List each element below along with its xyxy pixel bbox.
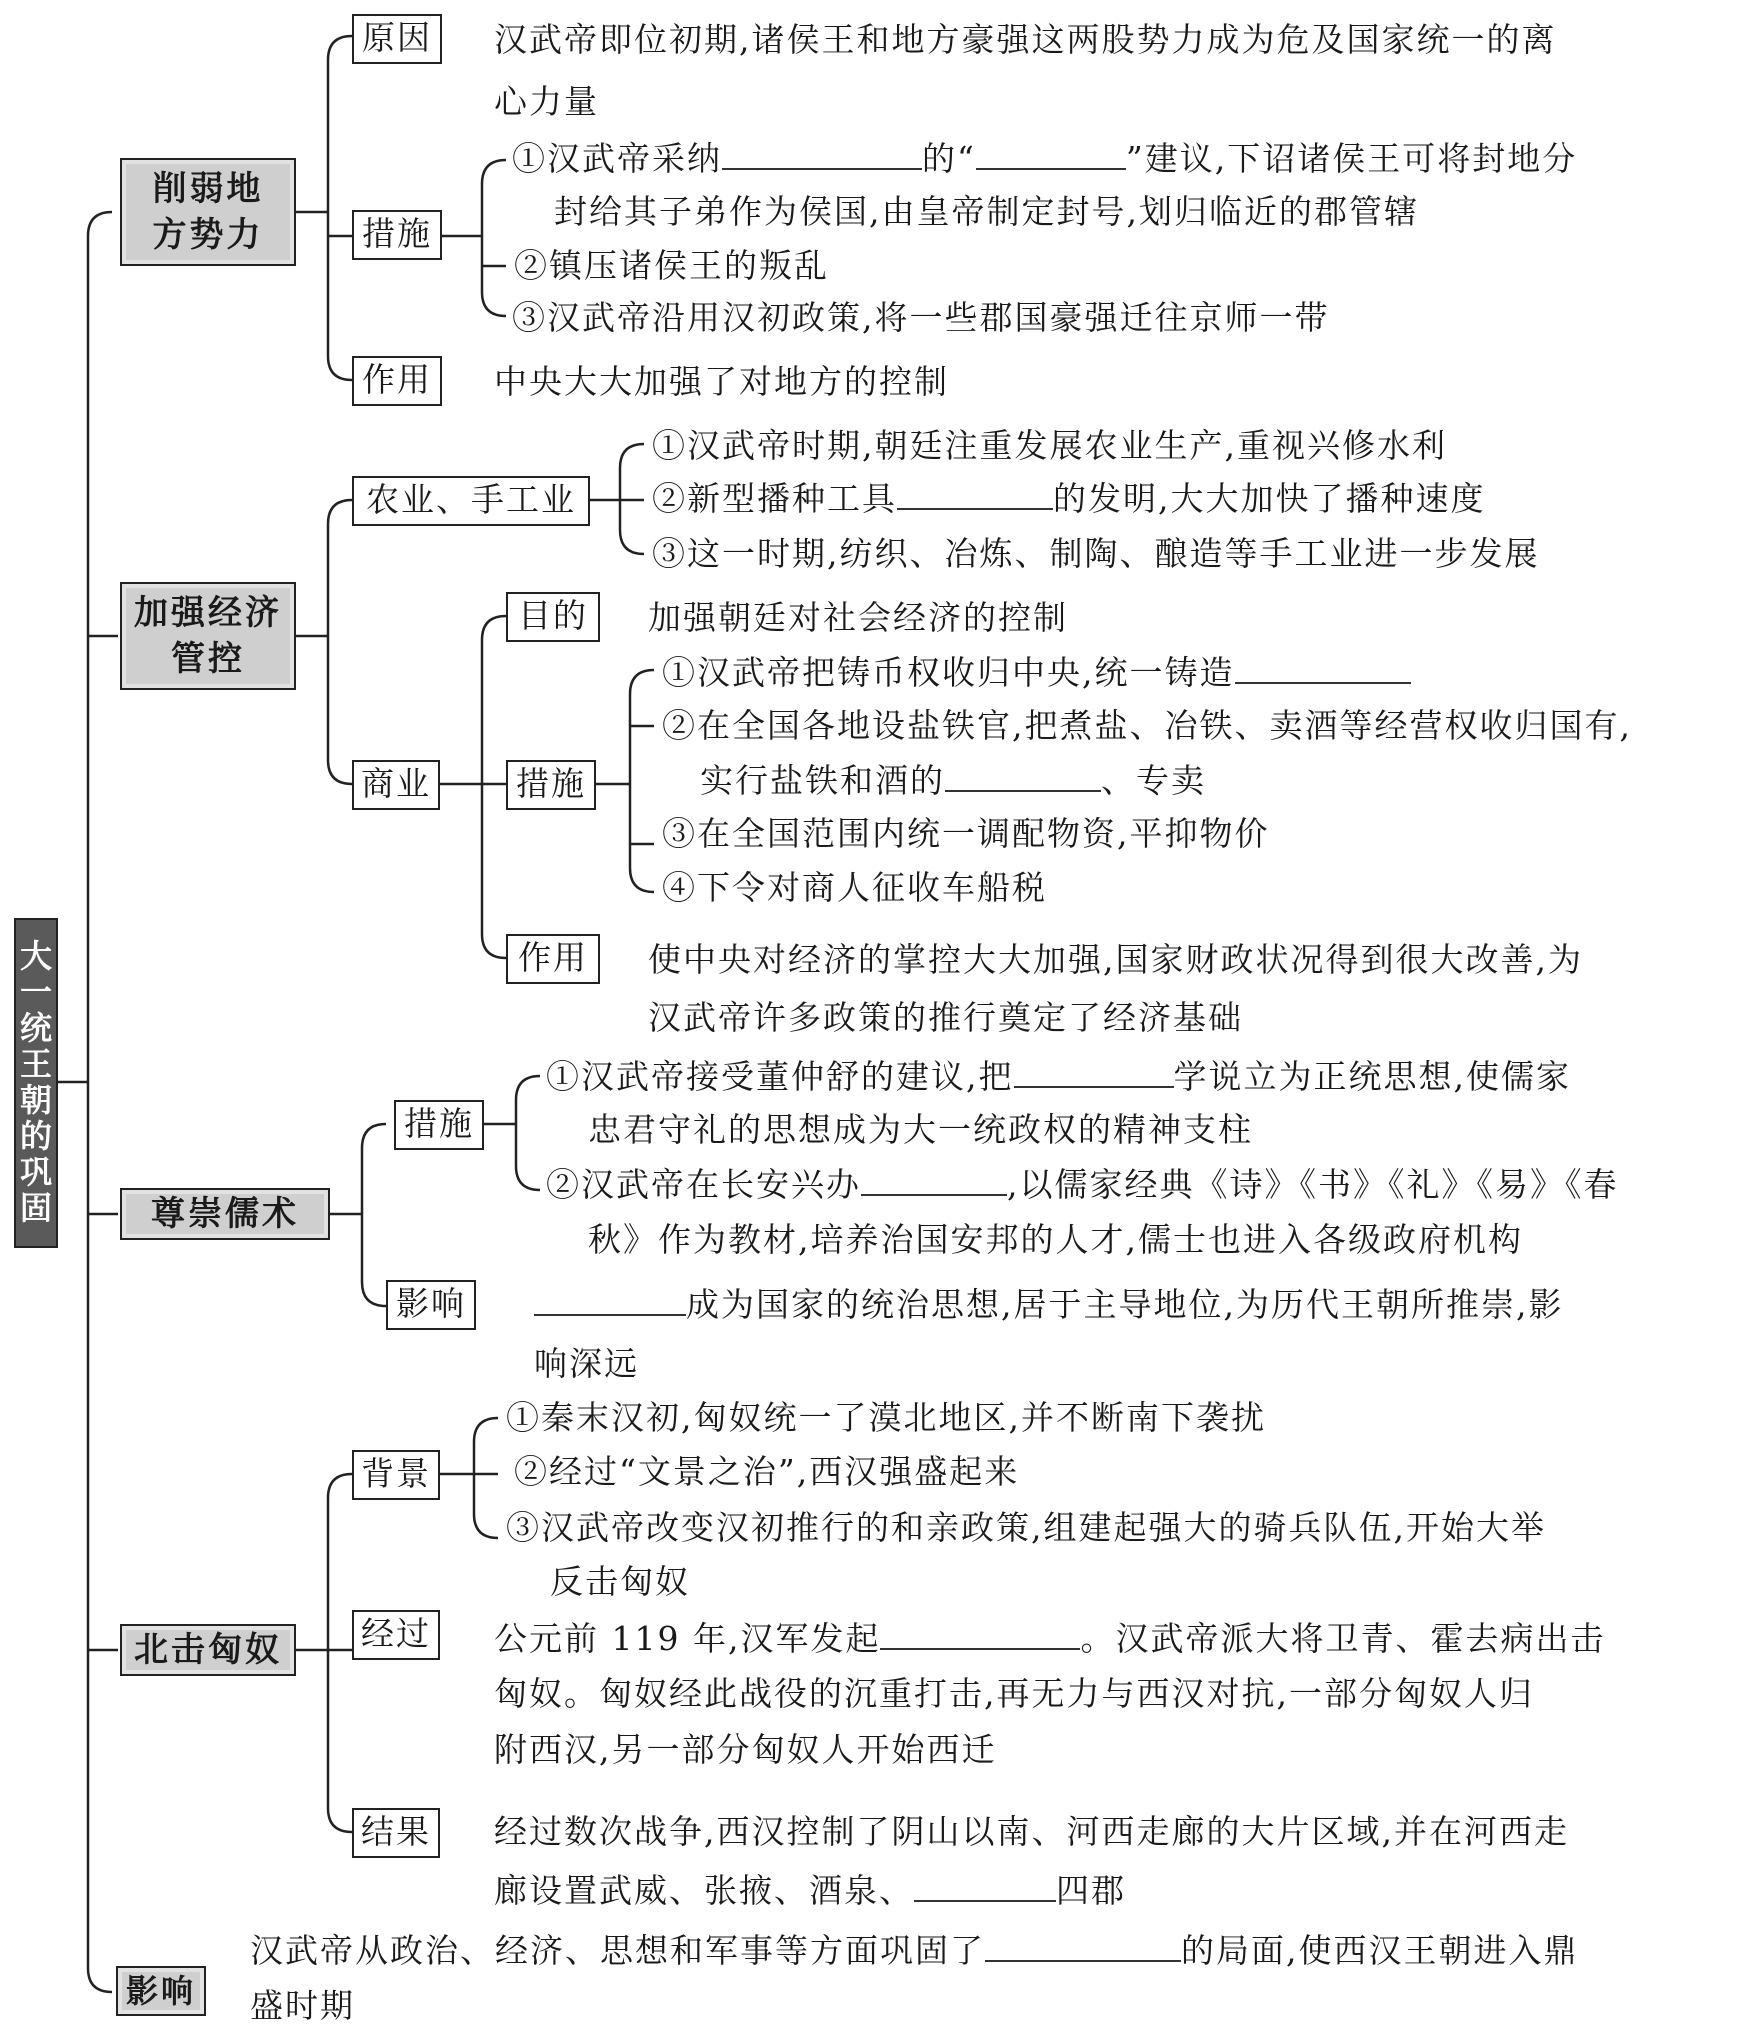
commerce-1 bbox=[662, 652, 1411, 693]
confucian-1-line2: 忠君守礼的思想成为大一统政权的精神支柱 bbox=[588, 1110, 1253, 1149]
section-economy bbox=[120, 582, 296, 690]
agri-3: ③这一时期,纺织、冶炼、制陶、酿造等手工业进一步发展 bbox=[652, 534, 1540, 573]
confucian-1-part-a: ①汉武帝接受董仲舒的建议,把 bbox=[546, 1057, 1014, 1096]
process-line3: 附西汉,另一部分匈奴人开始西迁 bbox=[494, 1730, 997, 1769]
agri-2 bbox=[652, 478, 1486, 519]
commerce-2-line2 bbox=[700, 760, 1206, 801]
label-agriculture: 农业、手工业 bbox=[352, 476, 590, 526]
confucian-2-part-b: ,以儒家经典《诗》《书》《礼》《易》《春 bbox=[1007, 1165, 1619, 1204]
commerce-1-text: ①汉武帝把铸币权收归中央,统一铸造 bbox=[662, 653, 1235, 692]
confucian-2-line1 bbox=[546, 1164, 1619, 1205]
confucian-2-line2: 秋》作为教材,培养治国安邦的人才,儒士也进入各级政府机构 bbox=[588, 1220, 1523, 1259]
blank-2 bbox=[976, 138, 1126, 170]
measure-1-line2: 封给其子弟作为侯国,由皇帝制定封号,划归临近的郡管辖 bbox=[554, 192, 1419, 231]
measure-1-line1 bbox=[512, 138, 1577, 179]
result-line2 bbox=[494, 1870, 1126, 1911]
label-measures-3: 措施 bbox=[394, 1100, 484, 1150]
blank-7 bbox=[861, 1164, 1007, 1196]
confucian-1-part-b: 学说立为正统思想,使儒家 bbox=[1173, 1057, 1571, 1096]
blank-9 bbox=[880, 1618, 1080, 1650]
section-title-line2: 方势力 bbox=[152, 215, 264, 255]
measure-2: ②镇压诸侯王的叛乱 bbox=[514, 246, 829, 285]
background-3-line1: ③汉武帝改变汉初推行的和亲政策,组建起强大的骑兵队伍,开始大举 bbox=[506, 1508, 1546, 1547]
label-purpose: 目的 bbox=[506, 592, 600, 642]
commerce-2-part-b: 、专卖 bbox=[1101, 761, 1206, 800]
blank-11 bbox=[985, 1930, 1181, 1962]
effect-2-line2: 汉武帝许多政策的推行奠定了经济基础 bbox=[648, 998, 1243, 1037]
section-weaken-local bbox=[120, 158, 296, 266]
measure-1-part-b: 的“ bbox=[922, 139, 976, 178]
background-1: ①秦末汉初,匈奴统一了漠北地区,并不断南下袭扰 bbox=[506, 1398, 1266, 1437]
measure-1-part-c: ”建议,下诏诸侯王可将封地分 bbox=[1125, 139, 1578, 178]
agri-2-part-b: 的发明,大大加快了播种速度 bbox=[1053, 479, 1486, 518]
effect-1: 中央大大加强了对地方的控制 bbox=[494, 362, 949, 401]
influence-line2: 响深远 bbox=[534, 1344, 639, 1383]
cause-line1: 汉武帝即位初期,诸侯王和地方豪强这两股势力成为危及国家统一的离 bbox=[494, 20, 1557, 59]
purpose-text: 加强朝廷对社会经济的控制 bbox=[648, 598, 1068, 637]
blank-10 bbox=[914, 1870, 1056, 1902]
cause-line2: 心力量 bbox=[494, 82, 599, 121]
section-title-line1: 加强经济 bbox=[134, 593, 282, 633]
measure-1-part-a: ①汉武帝采纳 bbox=[512, 139, 722, 178]
label-result: 结果 bbox=[352, 1808, 440, 1858]
impact-part-b: 的局面,使西汉王朝进入鼎 bbox=[1181, 1931, 1579, 1970]
process-line2: 匈奴。匈奴经此战役的沉重打击,再无力与西汉对抗,一部分匈奴人归 bbox=[494, 1674, 1534, 1713]
agri-2-part-a: ②新型播种工具 bbox=[652, 479, 897, 518]
impact-line2: 盛时期 bbox=[250, 1986, 355, 2025]
blank-5 bbox=[945, 760, 1101, 792]
blank-8 bbox=[534, 1284, 686, 1316]
result-part-b: 四郡 bbox=[1056, 1871, 1126, 1910]
blank-4 bbox=[1235, 652, 1411, 684]
background-3-line2: 反击匈奴 bbox=[550, 1562, 690, 1601]
blank-3 bbox=[897, 478, 1053, 510]
impact-part-a: 汉武帝从政治、经济、思想和军事等方面巩固了 bbox=[250, 1931, 985, 1970]
root-topic: 大一统王朝的巩固 bbox=[14, 918, 58, 1248]
effect-2-line1: 使中央对经济的掌控大大加强,国家财政状况得到很大改善,为 bbox=[648, 940, 1583, 979]
label-commerce: 商业 bbox=[352, 760, 440, 810]
section-title-line1: 削弱地 bbox=[152, 169, 264, 209]
commerce-2-part-a: 实行盐铁和酒的 bbox=[700, 761, 945, 800]
process-part-b: 。汉武帝派大将卫青、霍去病出击 bbox=[1080, 1619, 1606, 1658]
label-background: 背景 bbox=[352, 1450, 440, 1500]
blank-6 bbox=[1014, 1056, 1174, 1088]
label-cause: 原因 bbox=[352, 14, 442, 64]
influence-part-a: 成为国家的统治思想,居于主导地位,为历代王朝所推崇,影 bbox=[686, 1285, 1564, 1324]
section-confucianism: 尊崇儒术 bbox=[120, 1188, 330, 1240]
label-process: 经过 bbox=[352, 1610, 440, 1660]
section-title-line2: 管控 bbox=[171, 639, 245, 679]
impact-line1 bbox=[250, 1930, 1579, 1971]
confucian-1-line1 bbox=[546, 1056, 1571, 1097]
result-part-a: 廊设置武威、张掖、酒泉、 bbox=[494, 1871, 914, 1910]
commerce-3: ③在全国范围内统一调配物资,平抑物价 bbox=[662, 814, 1270, 853]
section-xiongnu: 北击匈奴 bbox=[120, 1624, 296, 1676]
blank-1 bbox=[722, 138, 922, 170]
process-part-a: 公元前 119 年,汉军发起 bbox=[494, 1619, 881, 1658]
label-measures-1: 措施 bbox=[352, 210, 442, 260]
influence-line1 bbox=[534, 1284, 1563, 1325]
section-impact: 影响 bbox=[116, 1966, 206, 2016]
label-effect-2: 作用 bbox=[506, 934, 600, 984]
result-line1: 经过数次战争,西汉控制了阴山以南、河西走廊的大片区域,并在河西走 bbox=[494, 1812, 1569, 1851]
measure-3: ③汉武帝沿用汉初政策,将一些郡国豪强迁往京师一带 bbox=[512, 298, 1330, 337]
confucian-2-part-a: ②汉武帝在长安兴办 bbox=[546, 1165, 861, 1204]
label-effect-1: 作用 bbox=[352, 356, 442, 406]
process-line1 bbox=[494, 1618, 1605, 1659]
agri-1: ①汉武帝时期,朝廷注重发展农业生产,重视兴修水利 bbox=[652, 426, 1447, 465]
commerce-4: ④下令对商人征收车船税 bbox=[662, 868, 1047, 907]
background-2: ②经过“文景之治”,西汉强盛起来 bbox=[514, 1452, 1020, 1491]
label-measures-2: 措施 bbox=[506, 760, 596, 810]
label-influence: 影响 bbox=[386, 1280, 476, 1330]
commerce-2-line1: ②在全国各地设盐铁官,把煮盐、冶铁、卖酒等经营权收归国有, bbox=[662, 706, 1632, 745]
